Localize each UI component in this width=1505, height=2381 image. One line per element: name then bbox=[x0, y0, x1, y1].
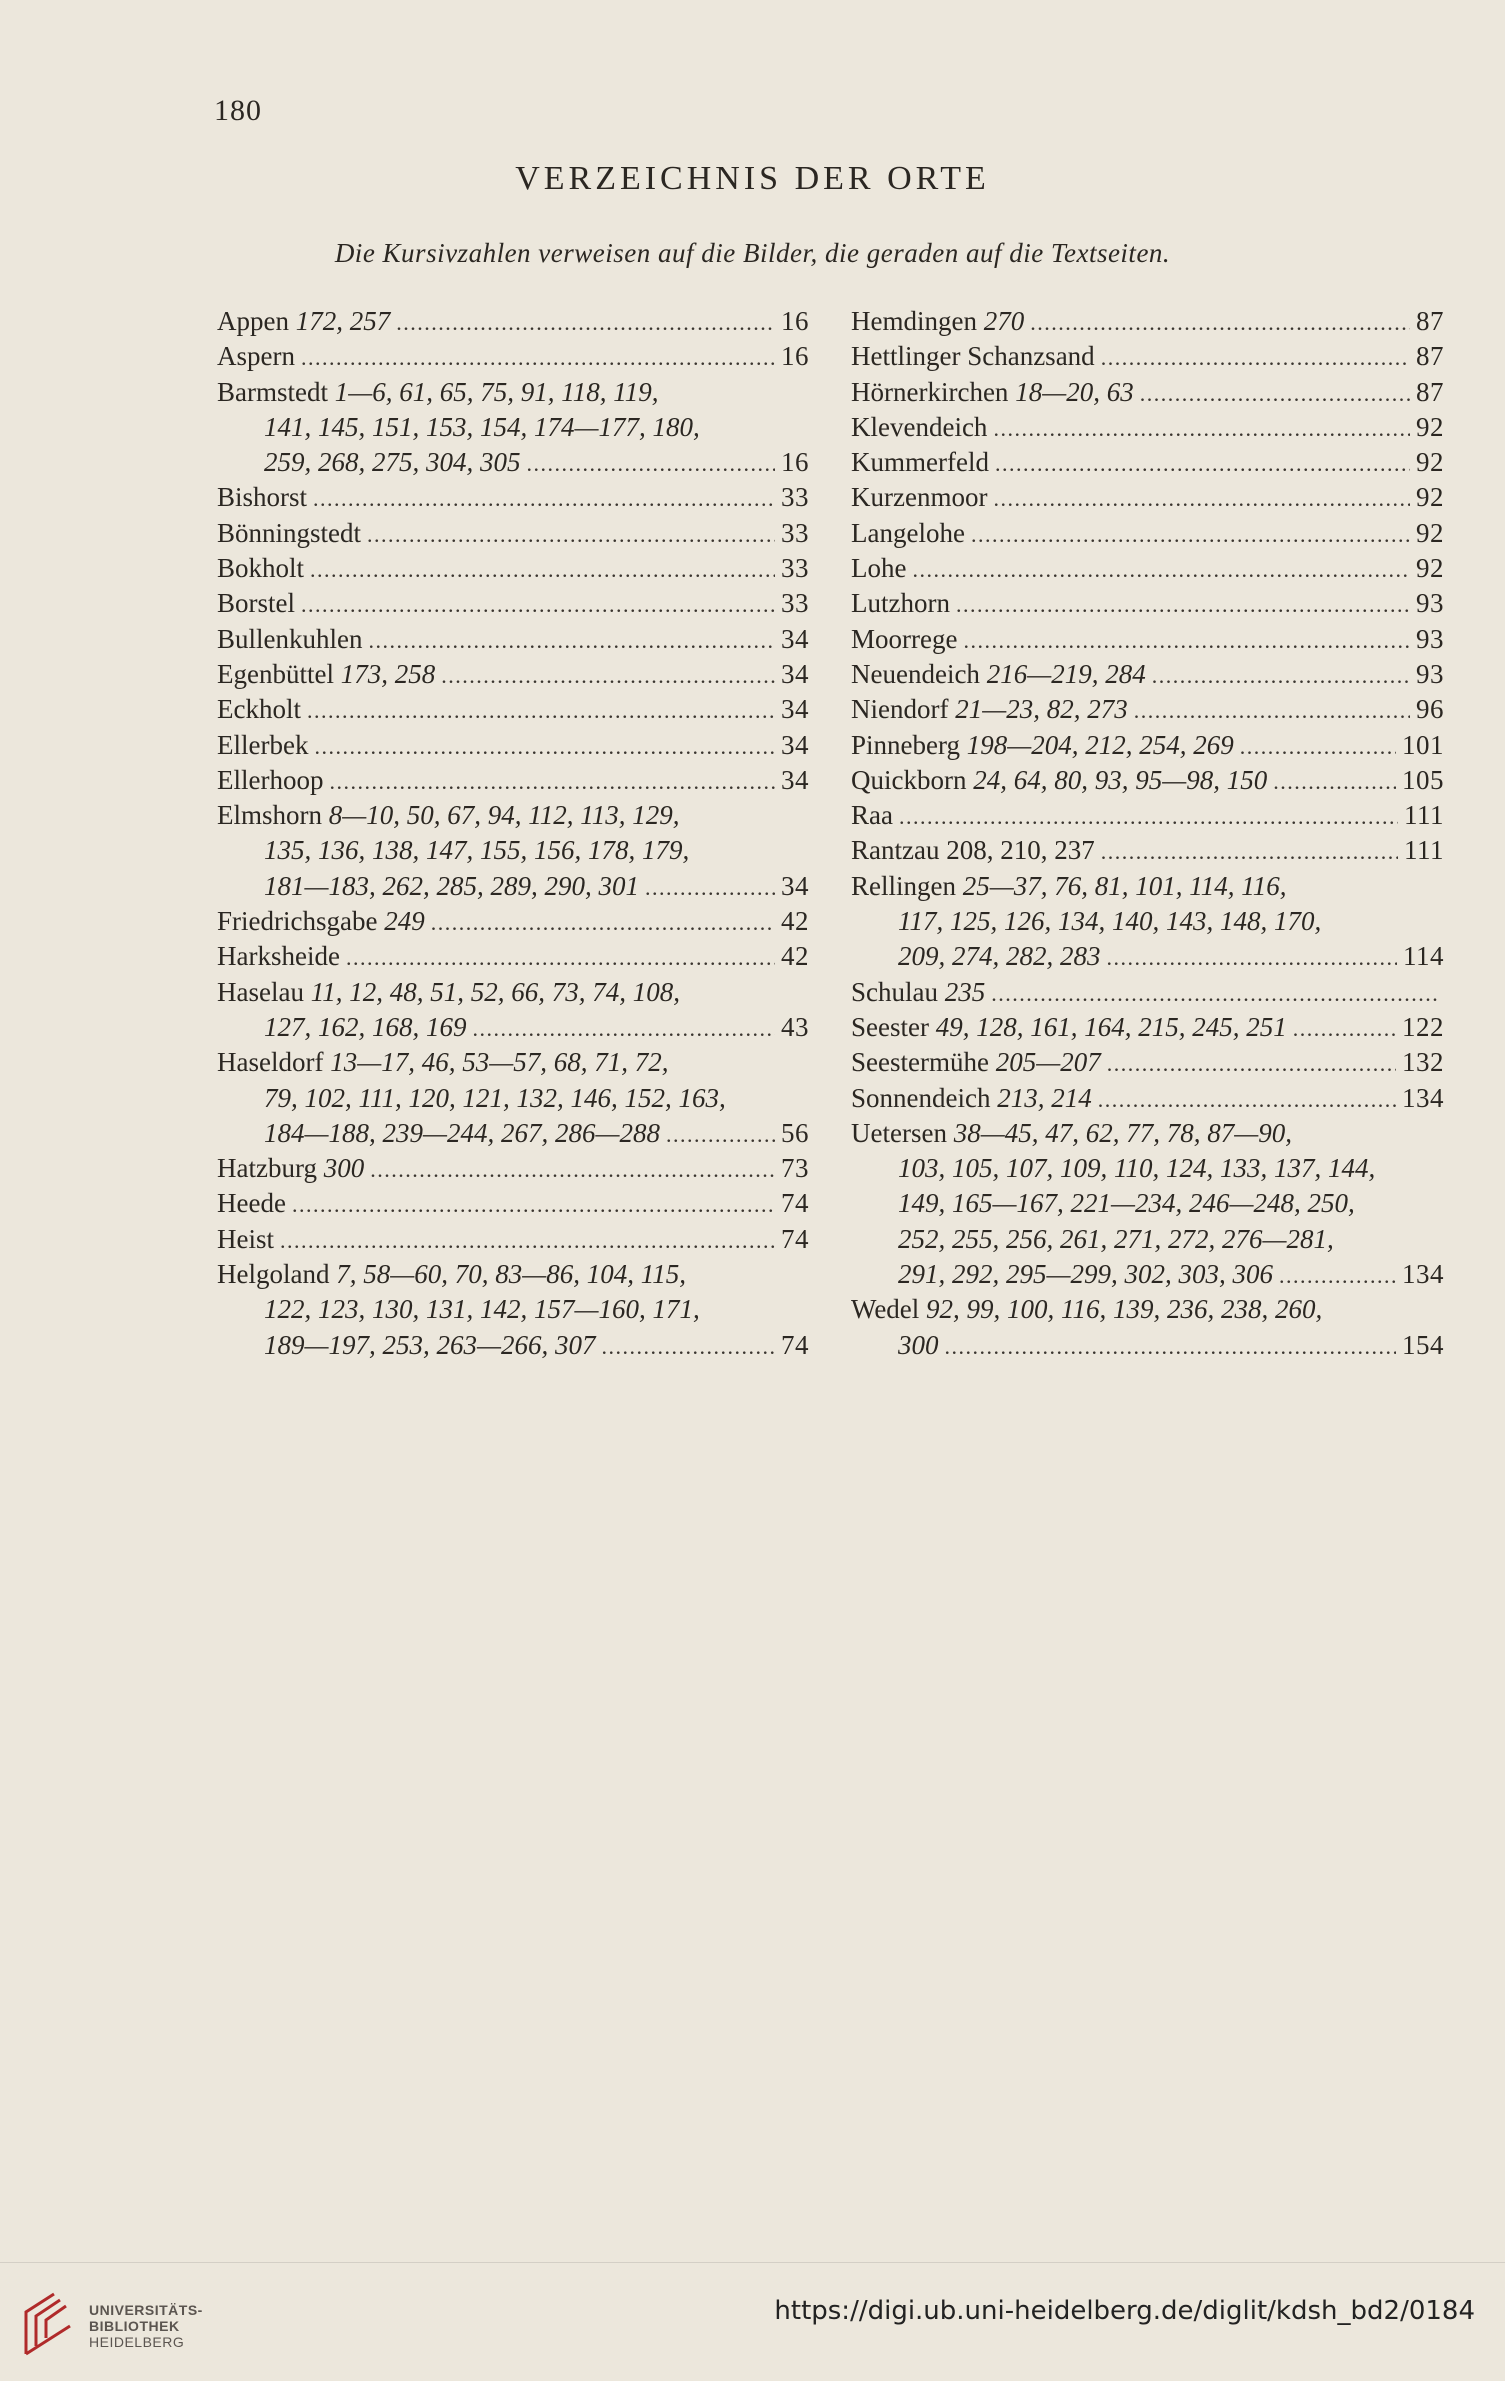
index-entry bbox=[851, 871, 1444, 906]
place-name: Langelohe bbox=[851, 517, 965, 548]
leader-dots bbox=[971, 522, 1410, 548]
leader-dots bbox=[310, 557, 775, 583]
leader-dots bbox=[912, 557, 1410, 583]
place-name: Barmstedt bbox=[217, 376, 328, 407]
leader-dots bbox=[956, 592, 1410, 618]
leader-dots bbox=[991, 981, 1438, 1007]
place-name: Ellerbek bbox=[217, 729, 309, 760]
leader-dots bbox=[1152, 663, 1410, 689]
index-column-left bbox=[217, 306, 809, 1365]
figure-refs: 135, 136, 138, 147, 155, 156, 178, 179, bbox=[264, 835, 690, 866]
index-entry bbox=[851, 765, 1444, 800]
leader-dots bbox=[1140, 381, 1410, 407]
leader-dots bbox=[1030, 310, 1410, 336]
page-reference: 16 bbox=[781, 447, 809, 478]
page-number: 180 bbox=[214, 94, 262, 127]
leader-dots bbox=[1101, 345, 1410, 371]
leader-dots bbox=[993, 416, 1410, 442]
figure-refs: 18—20, 63 bbox=[1015, 376, 1134, 407]
leader-dots bbox=[280, 1228, 775, 1254]
place-name: Rantzau 208, 210, 237 bbox=[851, 835, 1095, 866]
place-name: Hettlinger Schanzsand bbox=[851, 341, 1095, 372]
index-entry-continuation bbox=[851, 1330, 1444, 1365]
place-name: Wedel bbox=[851, 1294, 920, 1325]
figure-refs: 209, 274, 282, 283 bbox=[898, 941, 1101, 972]
place-name: Hörnerkirchen bbox=[851, 376, 1009, 407]
page-reference: 92 bbox=[1416, 447, 1444, 478]
place-name: Bokholt bbox=[217, 553, 305, 584]
page-reference: 34 bbox=[781, 729, 809, 760]
index-entry bbox=[217, 977, 809, 1012]
leader-dots bbox=[1134, 698, 1410, 724]
place-name: Hatzburg bbox=[217, 1153, 317, 1184]
index-entry bbox=[851, 588, 1444, 623]
leader-dots bbox=[396, 310, 775, 336]
index-entry bbox=[217, 1047, 809, 1082]
logo-line: UNIVERSITÄTS- bbox=[89, 2302, 203, 2318]
index-entry bbox=[851, 1047, 1444, 1082]
page-reference: 87 bbox=[1416, 341, 1444, 372]
leader-dots bbox=[1107, 945, 1398, 971]
index-entry bbox=[851, 482, 1444, 517]
index-entry bbox=[851, 835, 1444, 870]
leader-dots bbox=[367, 522, 775, 548]
place-name: Bönningstedt bbox=[217, 517, 362, 548]
page-reference: 114 bbox=[1403, 941, 1444, 972]
index-entry bbox=[851, 412, 1444, 447]
leader-dots bbox=[666, 1122, 775, 1148]
page-reference: 154 bbox=[1402, 1329, 1444, 1360]
leader-dots bbox=[1107, 1051, 1396, 1077]
leader-dots bbox=[1279, 1263, 1396, 1289]
page-title: VERZEICHNIS DER ORTE bbox=[515, 160, 990, 197]
leader-dots bbox=[1101, 839, 1398, 865]
figure-refs: 270 bbox=[983, 306, 1025, 336]
index-entry bbox=[217, 730, 809, 765]
index-entry bbox=[217, 800, 809, 835]
index-entry-continuation bbox=[217, 835, 809, 870]
figure-refs: 24, 64, 80, 93, 95—98, 150 bbox=[973, 764, 1268, 795]
place-name: Friedrichsgabe bbox=[217, 906, 378, 937]
place-name: Bishorst bbox=[217, 482, 308, 513]
place-name: Eckholt bbox=[217, 694, 301, 725]
leader-dots bbox=[441, 663, 775, 689]
library-logo-text bbox=[89, 2302, 203, 2350]
page-reference: 92 bbox=[1416, 553, 1444, 584]
page-reference: 101 bbox=[1402, 729, 1444, 760]
page-reference: 93 bbox=[1416, 588, 1444, 619]
place-name: Harksheide bbox=[217, 941, 340, 972]
figure-refs: 8—10, 50, 67, 94, 112, 113, 129, bbox=[328, 800, 680, 831]
place-name: Bullenkuhlen bbox=[217, 623, 363, 654]
place-name: Neuendeich bbox=[851, 658, 980, 689]
page-reference: 42 bbox=[781, 941, 809, 972]
index-entry-continuation bbox=[851, 906, 1444, 941]
index-entry bbox=[217, 694, 809, 729]
index-entry bbox=[851, 518, 1444, 553]
index-entry bbox=[217, 941, 809, 976]
page-reference: 132 bbox=[1402, 1047, 1444, 1078]
leader-dots bbox=[292, 1192, 775, 1218]
index-entry bbox=[851, 624, 1444, 659]
figure-refs: 149, 165—167, 221—234, 246—248, 250, bbox=[898, 1188, 1355, 1219]
place-name: Quickborn bbox=[851, 764, 967, 795]
place-name: Moorrege bbox=[851, 623, 958, 654]
leader-dots bbox=[301, 345, 775, 371]
figure-refs: 79, 102, 111, 120, 121, 132, 146, 152, 163, bbox=[264, 1082, 726, 1113]
figure-refs: 141, 145, 151, 153, 154, 174—177, 180, bbox=[264, 411, 700, 442]
index-entry-continuation bbox=[851, 941, 1444, 976]
index-entry bbox=[217, 482, 809, 517]
page-reference: 92 bbox=[1416, 482, 1444, 513]
place-name: Borstel bbox=[217, 588, 295, 619]
index-entry bbox=[851, 730, 1444, 765]
page-reference: 92 bbox=[1416, 411, 1444, 442]
page-reference: 43 bbox=[781, 1011, 809, 1042]
place-name: Niendorf bbox=[851, 694, 949, 725]
index-entry bbox=[217, 1224, 809, 1259]
figure-refs: 184—188, 239—244, 267, 286—288 bbox=[264, 1117, 661, 1148]
page-reference: 33 bbox=[781, 482, 809, 513]
page-reference: 134 bbox=[1402, 1259, 1444, 1290]
place-name: Kummerfeld bbox=[851, 447, 989, 478]
figure-refs: 181—183, 262, 285, 289, 290, 301 bbox=[264, 870, 640, 901]
index-entry bbox=[217, 906, 809, 941]
index-entry bbox=[851, 977, 1444, 1012]
index-entry-continuation bbox=[851, 1224, 1444, 1259]
figure-refs: 103, 105, 107, 109, 110, 124, 133, 137, 144, bbox=[898, 1153, 1376, 1184]
figure-refs: 189—197, 253, 263—266, 307 bbox=[264, 1329, 596, 1360]
index-entry bbox=[851, 1012, 1444, 1047]
leader-dots bbox=[313, 486, 775, 512]
page-reference: 111 bbox=[1404, 800, 1444, 831]
leader-dots bbox=[993, 486, 1410, 512]
place-name: Hemdingen bbox=[851, 306, 977, 336]
index-entry bbox=[217, 588, 809, 623]
place-name: Egenbüttel bbox=[217, 658, 334, 689]
page-reference: 34 bbox=[781, 658, 809, 689]
index-entry bbox=[851, 1118, 1444, 1153]
index-entry bbox=[217, 659, 809, 694]
page-reference: 111 bbox=[1404, 835, 1444, 866]
figure-refs: 49, 128, 161, 164, 215, 245, 251 bbox=[935, 1011, 1287, 1042]
logo-line: HEIDELBERG bbox=[89, 2334, 185, 2350]
figure-refs: 300 bbox=[323, 1153, 365, 1184]
place-name: Lutzhorn bbox=[851, 588, 950, 619]
leader-dots bbox=[329, 769, 775, 795]
index-entry bbox=[217, 306, 809, 341]
page-reference: 16 bbox=[781, 341, 809, 372]
figure-refs: 252, 255, 256, 261, 271, 272, 276—281, bbox=[898, 1223, 1334, 1254]
library-logo-icon bbox=[20, 2286, 80, 2360]
index-entry bbox=[851, 341, 1444, 376]
place-name: Pinneberg bbox=[851, 729, 960, 760]
page-reference: 93 bbox=[1416, 658, 1444, 689]
index-entry bbox=[217, 1153, 809, 1188]
page-reference: 134 bbox=[1402, 1082, 1444, 1113]
index-entry bbox=[217, 624, 809, 659]
figure-refs: 235 bbox=[944, 976, 986, 1007]
page-reference: 93 bbox=[1416, 623, 1444, 654]
page-reference: 33 bbox=[781, 553, 809, 584]
leader-dots bbox=[602, 1334, 775, 1360]
figure-refs: 213, 214 bbox=[997, 1082, 1092, 1113]
index-entry bbox=[851, 1294, 1444, 1329]
figure-refs: 21—23, 82, 273 bbox=[955, 694, 1128, 725]
page-reference: 74 bbox=[781, 1329, 809, 1360]
place-name: Klevendeich bbox=[851, 411, 988, 442]
place-name: Seestermühe bbox=[851, 1047, 989, 1078]
index-entry bbox=[851, 694, 1444, 729]
page-reference: 33 bbox=[781, 588, 809, 619]
page-reference: 34 bbox=[781, 694, 809, 725]
index-entry-continuation bbox=[851, 1259, 1444, 1294]
index-entry-continuation bbox=[851, 1188, 1444, 1223]
place-name: Ellerhoop bbox=[217, 764, 324, 795]
index-entry-continuation bbox=[217, 1083, 809, 1118]
place-name: Uetersen bbox=[851, 1117, 947, 1148]
figure-refs: 25—37, 76, 81, 101, 114, 116, bbox=[962, 870, 1287, 901]
figure-refs: 1—6, 61, 65, 75, 91, 118, 119, bbox=[334, 376, 659, 407]
index-entry bbox=[217, 1188, 809, 1223]
figure-refs: 205—207 bbox=[995, 1047, 1101, 1078]
figure-refs: 127, 162, 168, 169 bbox=[264, 1011, 467, 1042]
place-name: Aspern bbox=[217, 341, 295, 372]
index-entry-continuation bbox=[217, 1012, 809, 1047]
leader-dots bbox=[370, 1157, 775, 1183]
place-name: Raa bbox=[851, 800, 893, 831]
figure-refs: 7, 58—60, 70, 83—86, 104, 115, bbox=[336, 1259, 686, 1290]
subtitle: Die Kursivzahlen verweisen auf die Bilder, die geraden auf die Textseiten. bbox=[334, 238, 1171, 268]
figure-refs: 38—45, 47, 62, 77, 78, 87—90, bbox=[953, 1117, 1292, 1148]
figure-refs: 172, 257 bbox=[295, 306, 391, 336]
leader-dots bbox=[473, 1016, 776, 1042]
figure-refs: 13—17, 46, 53—57, 68, 71, 72, bbox=[330, 1047, 669, 1078]
page-reference: 96 bbox=[1416, 694, 1444, 725]
figure-refs: 259, 268, 275, 304, 305 bbox=[264, 447, 521, 478]
page-reference: 87 bbox=[1416, 376, 1444, 407]
leader-dots bbox=[346, 945, 775, 971]
figure-refs: 117, 125, 126, 134, 140, 143, 148, 170, bbox=[898, 906, 1322, 937]
index-entry bbox=[217, 518, 809, 553]
footer bbox=[0, 2262, 1505, 2381]
figure-refs: 291, 292, 295—299, 302, 303, 306 bbox=[898, 1259, 1274, 1290]
place-name: Haselau bbox=[217, 976, 304, 1007]
page-reference: 122 bbox=[1402, 1011, 1444, 1042]
index-entry-continuation bbox=[217, 412, 809, 447]
page-reference: 92 bbox=[1416, 517, 1444, 548]
leader-dots bbox=[945, 1334, 1397, 1360]
place-name: Heede bbox=[217, 1188, 286, 1219]
index-entry bbox=[851, 447, 1444, 482]
figure-refs: 300 bbox=[898, 1329, 939, 1360]
figure-refs: 92, 99, 100, 116, 139, 236, 238, 260, bbox=[926, 1294, 1323, 1325]
index-column-right bbox=[851, 306, 1444, 1365]
index-entry bbox=[851, 377, 1444, 412]
page-reference: 34 bbox=[781, 870, 809, 901]
index-entry bbox=[851, 1083, 1444, 1118]
index-entry bbox=[851, 306, 1444, 341]
place-name: Haseldorf bbox=[217, 1047, 324, 1078]
place-name: Seester bbox=[851, 1011, 929, 1042]
place-name: Kurzenmoor bbox=[851, 482, 988, 513]
leader-dots bbox=[314, 734, 775, 760]
page-reference: 33 bbox=[781, 517, 809, 548]
figure-refs: 249 bbox=[384, 906, 425, 937]
index-entry bbox=[217, 377, 809, 412]
page-reference: 74 bbox=[781, 1223, 809, 1254]
index-entry bbox=[217, 1259, 809, 1294]
index-entry-continuation bbox=[217, 447, 809, 482]
place-name: Schulau bbox=[851, 976, 938, 1007]
page-reference: 34 bbox=[781, 764, 809, 795]
index-entry-continuation bbox=[217, 1294, 809, 1329]
footer-divider bbox=[0, 2262, 1505, 2263]
leader-dots bbox=[1098, 1087, 1396, 1113]
place-name: Lohe bbox=[851, 553, 907, 584]
place-name: Elmshorn bbox=[217, 800, 322, 831]
page-reference: 73 bbox=[781, 1153, 809, 1184]
figure-refs: 122, 123, 130, 131, 142, 157—160, 171, bbox=[264, 1294, 700, 1325]
leader-dots bbox=[1273, 769, 1396, 795]
leader-dots bbox=[1293, 1016, 1396, 1042]
leader-dots bbox=[368, 628, 775, 654]
place-name: Heist bbox=[217, 1223, 274, 1254]
index-entry bbox=[217, 765, 809, 800]
page-reference: 34 bbox=[781, 623, 809, 654]
index-entry-continuation bbox=[217, 1330, 809, 1365]
leader-dots bbox=[1240, 734, 1396, 760]
leader-dots bbox=[963, 628, 1410, 654]
index-entry bbox=[851, 800, 1444, 835]
index-entry-continuation bbox=[217, 871, 809, 906]
figure-refs: 11, 12, 48, 51, 52, 66, 73, 74, 108, bbox=[310, 976, 680, 1007]
place-name: Helgoland bbox=[217, 1259, 330, 1290]
place-name: Sonnendeich bbox=[851, 1082, 991, 1113]
page-reference: 87 bbox=[1416, 306, 1444, 336]
figure-refs: 173, 258 bbox=[340, 658, 436, 689]
leader-dots bbox=[301, 592, 775, 618]
index-entry-continuation bbox=[851, 1153, 1444, 1188]
figure-refs: 198—204, 212, 254, 269 bbox=[966, 729, 1234, 760]
leader-dots bbox=[431, 910, 775, 936]
index-entry bbox=[851, 553, 1444, 588]
leader-dots bbox=[527, 451, 776, 477]
logo-line: BIBLIOTHEK bbox=[89, 2318, 180, 2334]
leader-dots bbox=[995, 451, 1410, 477]
index-entry-continuation bbox=[217, 1118, 809, 1153]
leader-dots bbox=[307, 698, 775, 724]
page-reference: 105 bbox=[1402, 764, 1444, 795]
source-url[interactable]: https://digi.ub.uni-heidelberg.de/diglit/kdsh_bd2/0184 bbox=[774, 2296, 1475, 2326]
page-reference: 56 bbox=[781, 1117, 809, 1148]
leader-dots bbox=[899, 804, 1398, 830]
index-entry bbox=[217, 341, 809, 376]
place-name: Appen bbox=[217, 306, 289, 336]
page-reference: 42 bbox=[781, 906, 809, 937]
index-entry bbox=[851, 659, 1444, 694]
page-reference: 74 bbox=[781, 1188, 809, 1219]
page-reference: 16 bbox=[781, 306, 809, 336]
index-entry bbox=[217, 553, 809, 588]
place-name: Rellingen bbox=[851, 870, 956, 901]
leader-dots bbox=[645, 875, 775, 901]
figure-refs: 216—219, 284 bbox=[986, 658, 1146, 689]
